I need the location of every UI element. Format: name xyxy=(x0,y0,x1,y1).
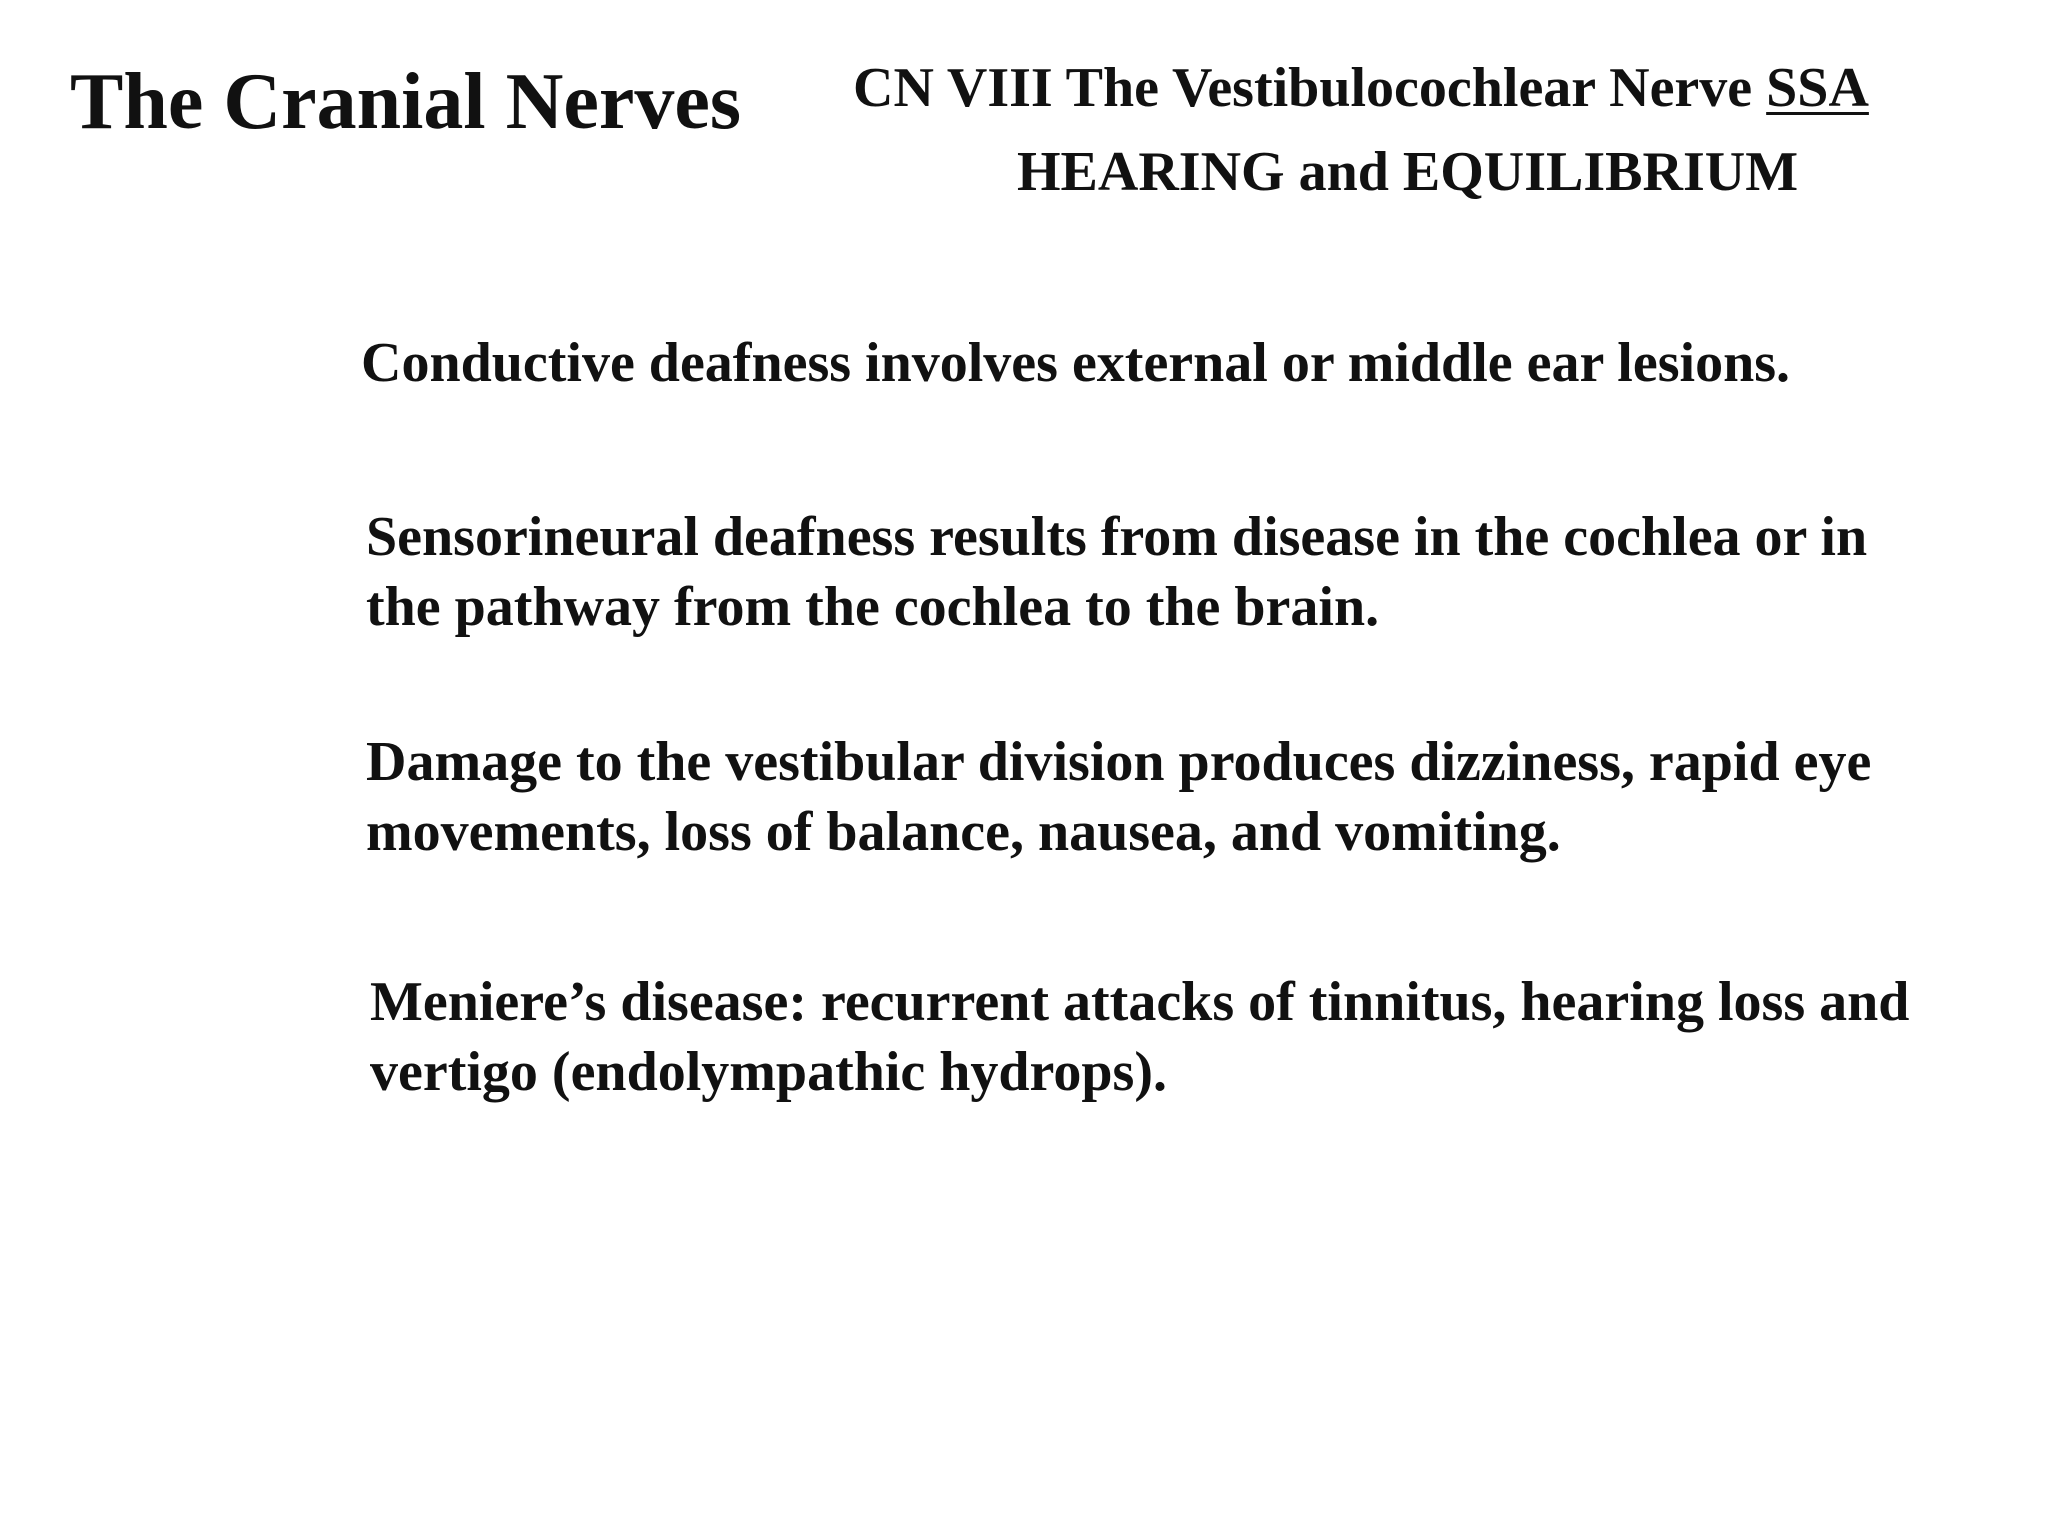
paragraph-menieres-disease xyxy=(370,967,2020,1107)
slide-title: The Cranial Nerves xyxy=(70,58,742,146)
subtitle-abbrev-ssa: SSA xyxy=(1766,57,1869,119)
subtitle-prefix: CN VIII The Vestibulocochlear Nerve xyxy=(853,57,1767,119)
subtitle-nerve-name xyxy=(853,52,1869,124)
paragraph-sensorineural-deafness xyxy=(366,502,2016,642)
paragraph-line: the pathway from the cochlea to the brain. xyxy=(366,576,1380,638)
paragraph-conductive-deafness xyxy=(361,328,2011,398)
paragraph-line: Conductive deafness involves external or middle ear lesions. xyxy=(361,332,1791,394)
paragraph-line: Damage to the vestibular division produces dizziness, rapid eye xyxy=(366,731,1872,793)
paragraph-line: movements, loss of balance, nausea, and vomiting. xyxy=(366,801,1561,863)
paragraph-line: vertigo (endolympathic hydrops). xyxy=(370,1041,1167,1103)
paragraph-line: Meniere’s disease: recurrent attacks of tinnitus, hearing loss and xyxy=(370,971,1910,1033)
paragraph-vestibular-damage xyxy=(366,727,2016,867)
paragraph-line: Sensorineural deafness results from disease in the cochlea or in xyxy=(366,506,1868,568)
subtitle-function: HEARING and EQUILIBRIUM xyxy=(1017,141,1799,203)
